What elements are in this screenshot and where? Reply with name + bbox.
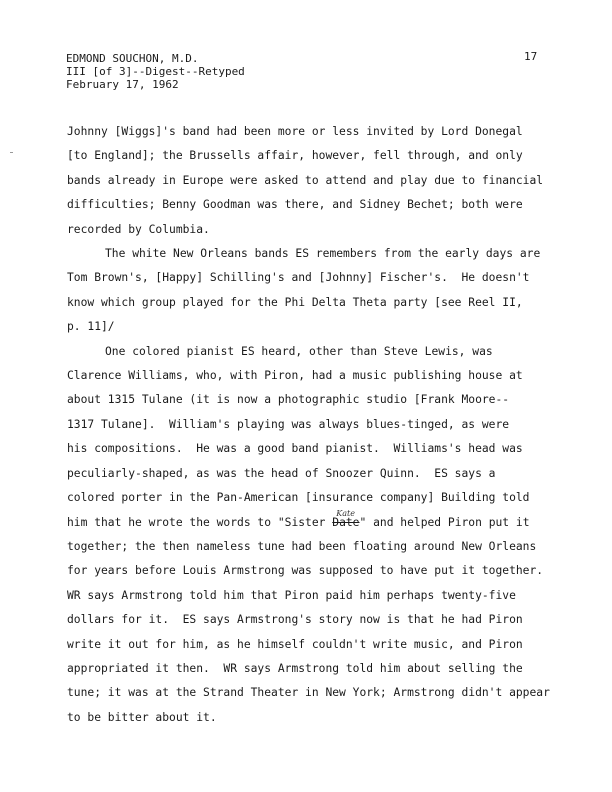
line-8-start: him that he wrote the words to "Sister bbox=[67, 515, 333, 529]
paragraph-3-line-6: peculiarly-shaped, as was the head of Snoozer Quinn. ES says a bbox=[67, 466, 496, 480]
struck-word: Date bbox=[332, 515, 360, 529]
paragraph-1-line-5: recorded by Columbia. bbox=[67, 222, 210, 236]
paragraph-3-line-13: write it out for him, as he himself couldn't write music, and Piron bbox=[67, 637, 523, 651]
paragraph-3-line-9: together; the then nameless tune had been floating around New Orleans bbox=[67, 539, 537, 553]
paragraph-2-line-4: p. 11]/ bbox=[67, 320, 115, 334]
paragraph-1-line-3: bands already in Europe were asked to attend and play due to financial bbox=[67, 173, 544, 187]
body-text bbox=[67, 120, 612, 730]
paragraph-1-line-1: Johnny [Wiggs]'s band had been more or less invited by Lord Donegal bbox=[67, 125, 523, 138]
paragraph-3-line-3: about 1315 Tulane (it is now a photographic studio [Frank Moore-- bbox=[67, 393, 510, 407]
handwritten-correction: Kate bbox=[336, 508, 355, 518]
paragraph-3-line-16: to be bitter about it. bbox=[67, 710, 217, 724]
paragraph-3-line-11: WR says Armstrong told him that Piron paid him perhaps twenty-five bbox=[67, 588, 516, 602]
paragraph-3-line-15: tune; it was at the Strand Theater in New York; Armstrong didn't appear bbox=[67, 686, 550, 700]
paragraph-3-line-10: for years before Louis Armstrong was supposed to have put it together. bbox=[67, 564, 544, 578]
paragraph-3-line-2: Clarence Williams, who, with Piron, had a music publishing house at bbox=[67, 369, 523, 383]
paragraph-2-line-1: The white New Orleans bands ES remembers from the early days are bbox=[105, 247, 541, 261]
paragraph-3-line-5: his compositions. He was a good band pianist. Williams's head was bbox=[67, 442, 523, 456]
paragraph-1-line-4: difficulties; Benny Goodman was there, and Sidney Bechet; both were bbox=[67, 198, 523, 212]
margin-mark bbox=[10, 152, 13, 153]
paragraph-3-line-14: appropriated it then. WR says Armstrong told him about selling the bbox=[67, 661, 523, 675]
paragraph-3-line-4: 1317 Tulane]. William's playing was always blues-tinged, as were bbox=[67, 417, 510, 431]
paragraph-1-line-2: [to England]; the Brussells affair, however, fell through, and only bbox=[67, 149, 523, 163]
corrected-word bbox=[332, 508, 360, 535]
paragraph-3-line-12: dollars for it. ES says Armstrong's story now is that he had Piron bbox=[67, 613, 523, 627]
paragraph-3-line-7: colored porter in the Pan-American [insurance company] Building told bbox=[67, 491, 530, 505]
paragraph-3-line-8 bbox=[67, 508, 612, 535]
paragraph-3-line-1: One colored pianist ES heard, other than Steve Lewis, was bbox=[105, 344, 493, 358]
line-8-end: " and helped Piron put it bbox=[359, 515, 530, 529]
paragraph-2-line-2: Tom Brown's, [Happy] Schilling's and [Johnny] Fischer's. He doesn't bbox=[67, 271, 530, 285]
header-date: February 17, 1962 bbox=[66, 78, 179, 91]
header-reel: III [of 3]--Digest--Retyped bbox=[66, 65, 245, 78]
page-number: 17 bbox=[524, 50, 538, 63]
header-author: EDMOND SOUCHON, M.D. bbox=[66, 52, 199, 65]
page-header bbox=[66, 52, 245, 91]
paragraph-2-line-3: know which group played for the Phi Delta Theta party [see Reel II, bbox=[67, 295, 523, 309]
